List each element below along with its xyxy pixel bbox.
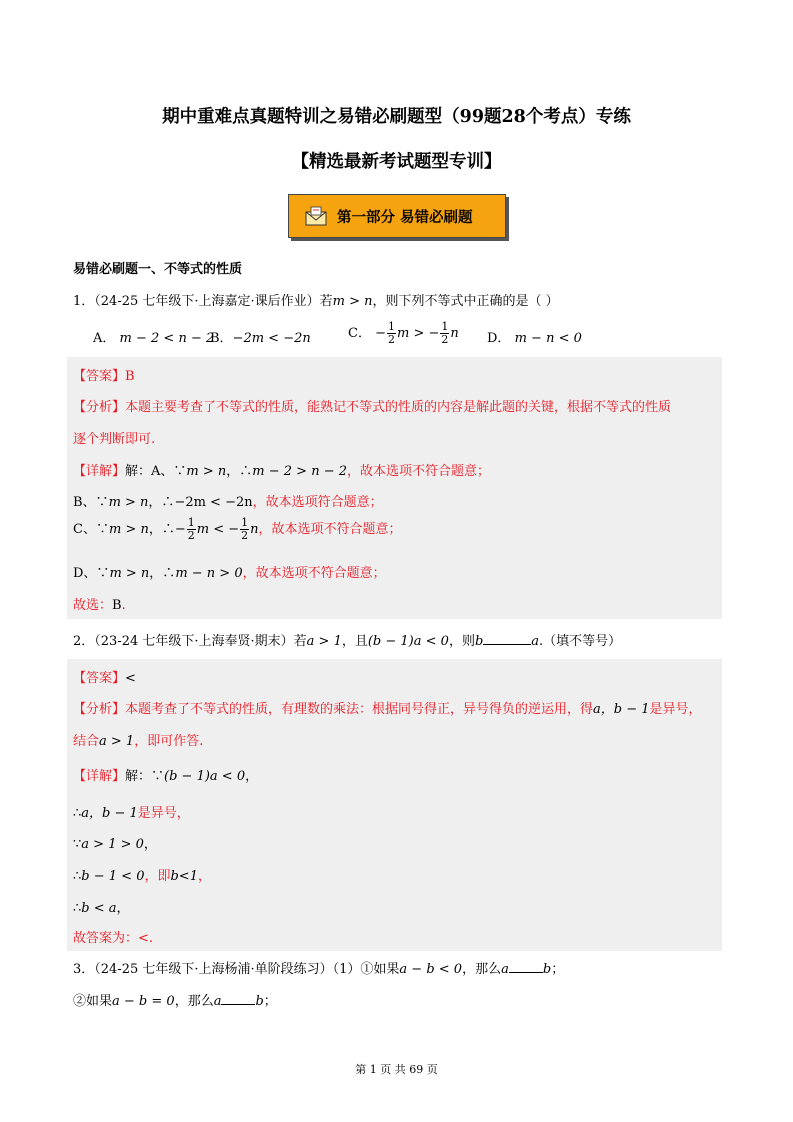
- banner-label: 第一部分 易错必刷题: [337, 209, 473, 226]
- question-1-options: [93, 320, 713, 349]
- part-banner: [288, 194, 506, 238]
- analysis-line-1: 【分析】本题主要考查了不等式的性质，能熟记不等式的性质的内容是解此题的关键，根据不等式的性质: [73, 400, 672, 415]
- question-1-stem: 1．（24-25 七年级下·上海嘉定·课后作业）若m > n，则下列不等式中正确的是（ ）: [73, 294, 559, 309]
- answer-line: 【答案】B: [73, 369, 135, 384]
- document-title: 期中重难点真题特训之易错必刷题型（99题28个考点）专练: [162, 107, 631, 127]
- analysis-line-1: 【分析】本题考查了不等式的性质，有理数的乘法：根据同号得正，异号得负的逆运用，得a，b − 1是异号，: [73, 702, 702, 717]
- detail-line-b: B、∵m > n，∴−2m < −2n，故本选项符合题意；: [73, 495, 383, 510]
- answer-line: 【答案】<: [73, 671, 136, 686]
- detail-line-3: ∵a > 1 > 0，: [73, 837, 157, 852]
- detail-line-2: ∴a，b − 1是异号，: [73, 806, 190, 821]
- section-title: 易错必刷题一、不等式的性质: [73, 262, 243, 277]
- final-answer-line: 故选：B.: [73, 598, 126, 613]
- page-footer: 第 1 页 共 69 页: [355, 1063, 438, 1076]
- question-3-line-1: 3．（24-25 七年级下·上海杨浦·单阶段练习）（1）①如果a − b < 0，那么a b；: [73, 962, 565, 977]
- analysis-line-2: 逐个判断即可.: [73, 432, 156, 447]
- fill-blank[interactable]: [483, 632, 531, 645]
- question-2-answer-box: [67, 659, 722, 951]
- detail-line-5: ∴b < a，: [73, 901, 130, 916]
- fill-blank[interactable]: [221, 992, 255, 1005]
- detail-line-c: C、∵m > n，∴− $\frac{1}{2}$ m < − $\frac{1}{2}$ n，故本选项不符合题意；: [73, 516, 402, 542]
- fill-blank[interactable]: [509, 960, 543, 973]
- question-1-answer-box: [67, 357, 722, 619]
- analysis-line-2: 结合a > 1，即可作答.: [73, 734, 204, 749]
- document-subtitle: 【精选最新考试题型专训】: [291, 152, 502, 172]
- option-d: D． m − n < 0: [487, 331, 582, 346]
- option-a: A． m − 2 < n − 2: [93, 331, 215, 346]
- question-2-stem: 2．（23-24 七年级下·上海奉贤·期末）若a > 1，且(b − 1)a < 0，则b a.（填不等号）: [73, 634, 622, 649]
- detail-line-1: 【详解】解：∵(b − 1)a < 0，: [73, 769, 259, 784]
- detail-line-a: 【详解】解：A、∵m > n，∴m − 2 > n − 2，故本选项不符合题意；: [73, 464, 491, 479]
- option-c: C． − $\frac{1}{2}$ m > − $\frac{1}{2}$ n: [348, 320, 459, 346]
- question-3-line-2: ②如果a − b = 0，那么a b；: [73, 994, 277, 1009]
- detail-line-d: D、∵m > n，∴m − n > 0，故本选项不符合题意；: [73, 566, 386, 581]
- detail-line-4: ∴b − 1 < 0，即b<1，: [73, 869, 211, 884]
- option-b: B．−2m < −2n: [210, 331, 311, 346]
- envelope-icon: [305, 206, 327, 226]
- final-answer-line: 故答案为：<.: [73, 931, 154, 946]
